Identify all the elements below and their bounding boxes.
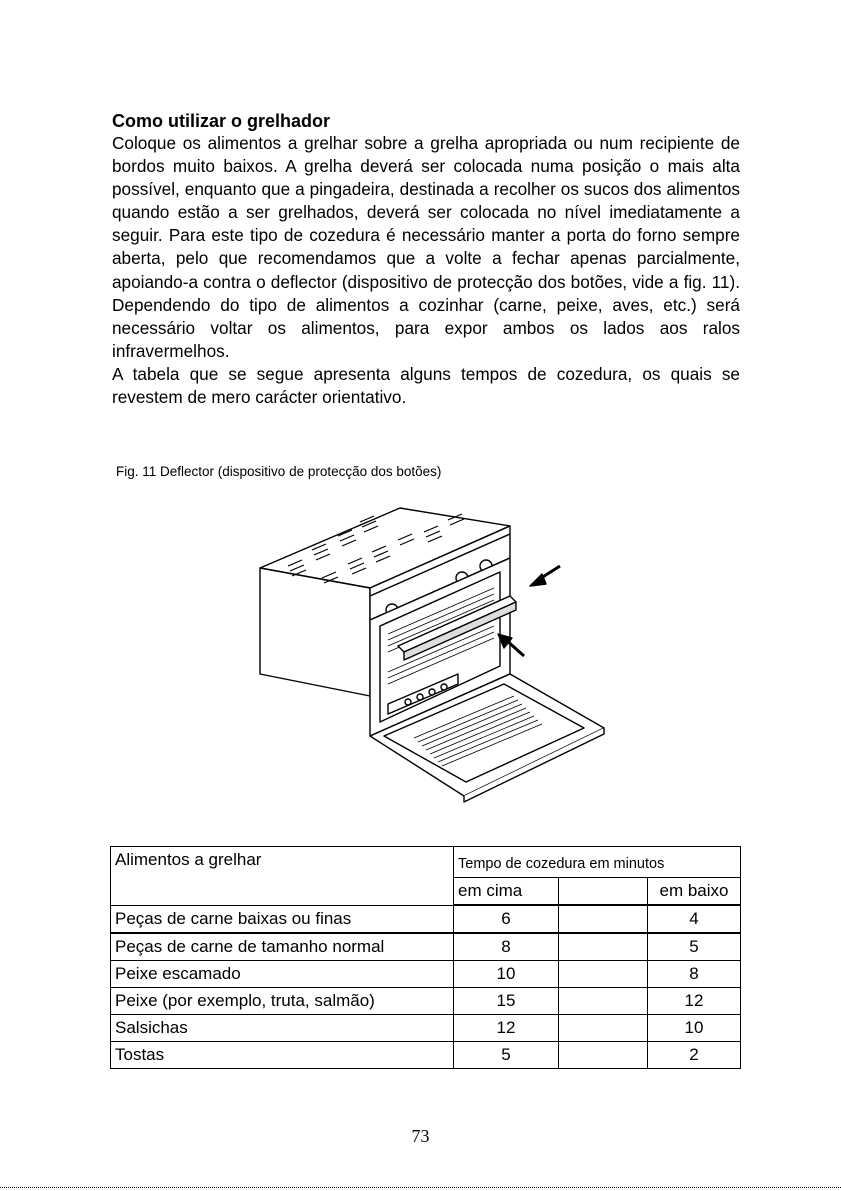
bottom-time-cell: 2: [648, 1042, 741, 1069]
empty-cell: [559, 1042, 648, 1069]
page-number: 73: [411, 1126, 430, 1146]
food-cell: Tostas: [111, 1042, 454, 1069]
instructions-paragraph: Coloque os alimentos a grelhar sobre a grelha apropriada ou num recipiente de bordos muito baixos. A grelha deverá ser colocada numa posição o mais alta possível, enquanto que a pingadeira, destinada a recolher os sucos dos alimentos quando estão a ser grelhados, deverá ser colocada no nível imediatamente a seguir. Para este tipo de cozedura é necessário manter a porta do forno sempre aberta, pelo que recomendamos que a volte a fechar apenas parcialmente, apoiando-a contra o deflector (dispositivo de protecção dos botões, vide a fig. 11). Dependendo do tipo de alimentos a cozinhar (carne, peixe, aves, etc.) será necessário voltar os alimentos, para expor ambos os lados aos ralos infravermelhos.: [112, 133, 740, 361]
food-cell: Peças de carne baixas ou finas: [111, 905, 454, 933]
table-row: [111, 1015, 741, 1042]
figure-caption: Fig. 11 Deflector (dispositivo de protecção dos botões): [116, 464, 442, 479]
food-column-header: Alimentos a grelhar: [111, 847, 454, 906]
oven-deflector-illustration: [248, 496, 608, 804]
section-heading: Como utilizar o grelhador: [112, 111, 331, 131]
bottom-time-cell: 12: [648, 988, 741, 1015]
top-time-cell: 5: [454, 1042, 559, 1069]
table-row: [111, 988, 741, 1015]
food-cell: Salsichas: [111, 1015, 454, 1042]
bottom-time-cell: 4: [648, 905, 741, 933]
food-cell: Peixe (por exemplo, truta, salmão): [111, 988, 454, 1015]
time-column-header: Tempo de cozedura em minutos: [454, 847, 741, 878]
grilling-times-table: [110, 846, 741, 1069]
top-time-cell: 6: [454, 905, 559, 933]
top-time-cell: 10: [454, 961, 559, 988]
top-time-cell: 8: [454, 933, 559, 961]
empty-cell: [559, 933, 648, 961]
table-row: [111, 933, 741, 961]
bottom-time-cell: 8: [648, 961, 741, 988]
empty-cell: [559, 1015, 648, 1042]
table-row: [111, 905, 741, 933]
table-intro-paragraph: A tabela que se segue apresenta alguns tempos de cozedura, os quais se revestem de mero carácter orientativo.: [112, 363, 740, 408]
table-row: [111, 961, 741, 988]
top-time-cell: 12: [454, 1015, 559, 1042]
food-cell: Peças de carne de tamanho normal: [111, 933, 454, 961]
empty-cell: [559, 988, 648, 1015]
bottom-time-cell: 10: [648, 1015, 741, 1042]
bottom-time-cell: 5: [648, 933, 741, 961]
instructions-text: [112, 132, 740, 409]
empty-cell: [559, 905, 648, 933]
table-header-row: [111, 847, 741, 878]
table-row: [111, 1042, 741, 1069]
food-cell: Peixe escamado: [111, 961, 454, 988]
top-level-header: em cima: [454, 878, 559, 906]
top-time-cell: 15: [454, 988, 559, 1015]
bottom-level-header: em baixo: [648, 878, 741, 906]
page-bottom-rule: [0, 1187, 841, 1188]
empty-cell: [559, 961, 648, 988]
empty-header-cell: [559, 878, 648, 906]
